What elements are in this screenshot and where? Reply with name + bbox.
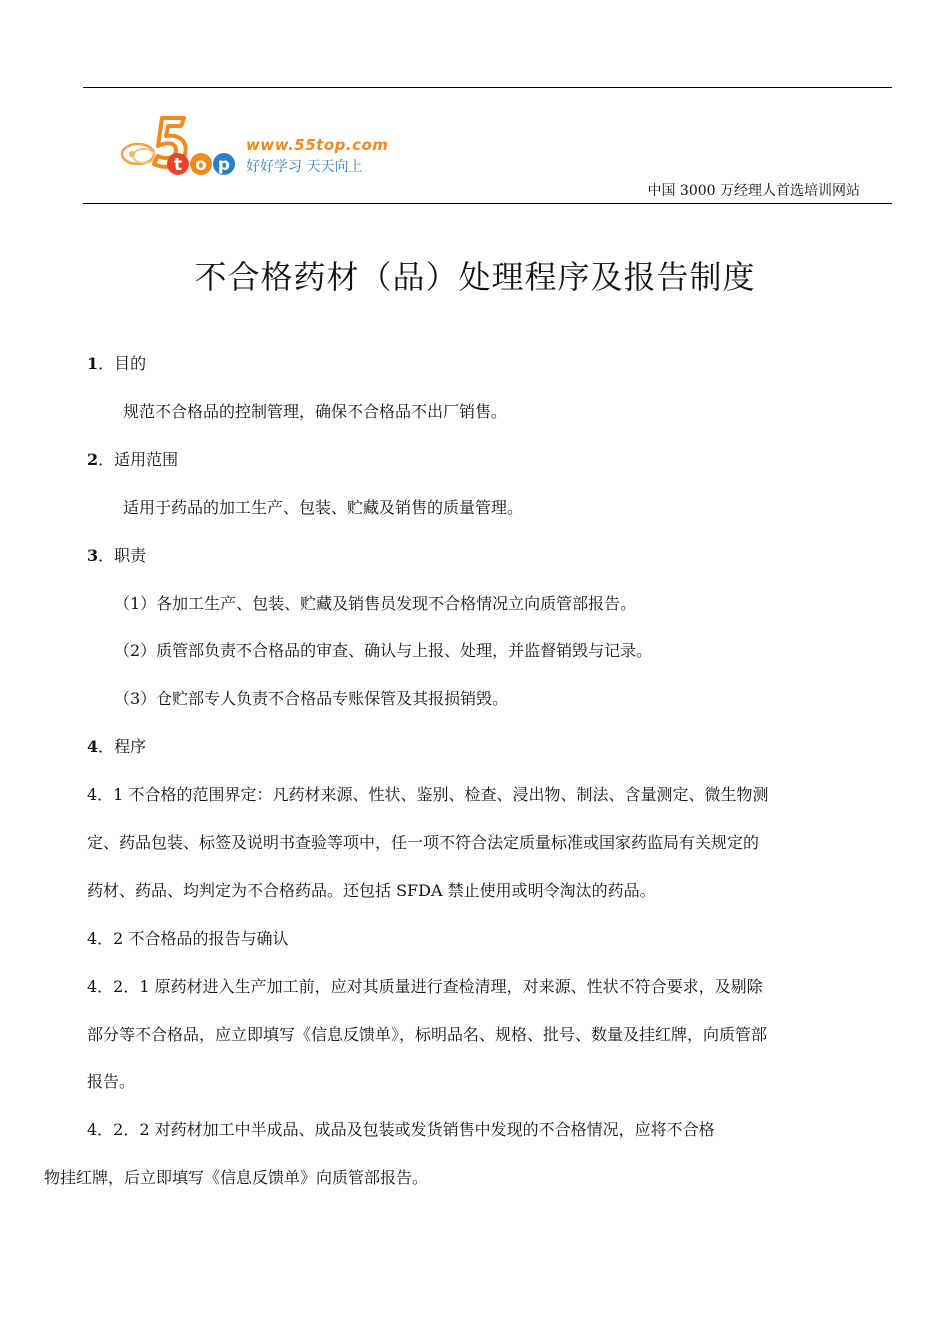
section-4-1-line-1: 4．1 不合格的范围界定：凡药材来源、性状、鉴别、检查、浸出物、制法、含量测定、微生物测: [87, 785, 769, 804]
section-4-2-1-line-2: 部分等不合格品，应立即填写《信息反馈单》，标明品名、规格、批号、数量及挂红牌，向质管部: [87, 1025, 768, 1044]
section-4-2-heading: 4．2 不合格品的报告与确认: [87, 929, 289, 948]
logo-slogan-text: 好好学习 天天向上: [246, 159, 363, 175]
site-tagline: 中国 3000 万经理人首选培训网站: [647, 183, 860, 199]
header-bottom-rule: [83, 203, 892, 204]
section-4-2-1-line-3: 报告。: [87, 1072, 136, 1091]
section-number: 3: [87, 546, 99, 565]
section-4-2-2-line-1: 4．2．2 对药材加工中半成品、成品及包装或发货销售中发现的不合格情况，应将不合格: [87, 1120, 715, 1139]
site-logo[interactable]: [118, 112, 408, 188]
logo-mark-icon: [118, 112, 243, 188]
section-3-item-2: （2）质管部负责不合格品的审查、确认与上报、处理，并监督销毁与记录。: [114, 641, 653, 660]
section-number: 4: [87, 737, 99, 756]
section-3-item-3: （3）仓贮部专人负责不合格品专账保管及其报损销毁。: [114, 689, 509, 708]
section-3-item-1: （1）各加工生产、包装、贮藏及销售员发现不合格情况立向质管部报告。: [114, 594, 637, 613]
section-heading-text: ．适用范围: [98, 450, 179, 469]
section-1-body: 规范不合格品的控制管理，确保不合格品不出厂销售。: [123, 402, 508, 421]
document-title: 不合格药材（品）处理程序及报告制度: [194, 258, 756, 296]
svg-text:t: t: [173, 155, 183, 175]
section-2-heading: [87, 449, 178, 471]
section-heading-text: ．程序: [98, 737, 147, 756]
header-top-rule: [83, 87, 892, 88]
section-number: 2: [87, 450, 99, 469]
section-4-2-2-line-2: 物挂红牌，后立即填写《信息反馈单》向质管部报告。: [44, 1168, 429, 1187]
section-number: 1: [87, 354, 99, 373]
svg-text:p: p: [217, 155, 231, 175]
section-4-2-1-line-1: 4．2．1 原药材进入生产加工前，应对其质量进行查检清理，对来源、性状不符合要求，及剔除: [87, 977, 763, 996]
section-3-heading: [87, 545, 146, 567]
section-4-heading: [87, 736, 146, 758]
section-heading-text: ．职责: [98, 546, 147, 565]
section-heading-text: ．目的: [98, 354, 147, 373]
svg-text:o: o: [195, 155, 207, 175]
section-2-body: 适用于药品的加工生产、包装、贮藏及销售的质量管理。: [123, 498, 524, 517]
section-4-1-line-2: 定、药品包装、标签及说明书查验等项中，任一项不符合法定质量标准或国家药监局有关规定的: [87, 833, 760, 852]
section-1-heading: [87, 353, 146, 375]
section-4-1-line-3: 药材、药品、均判定为不合格药品。还包括 SFDA 禁止使用或明令淘汰的药品。: [87, 881, 656, 900]
logo-url-text: www.55top.com: [246, 136, 389, 154]
